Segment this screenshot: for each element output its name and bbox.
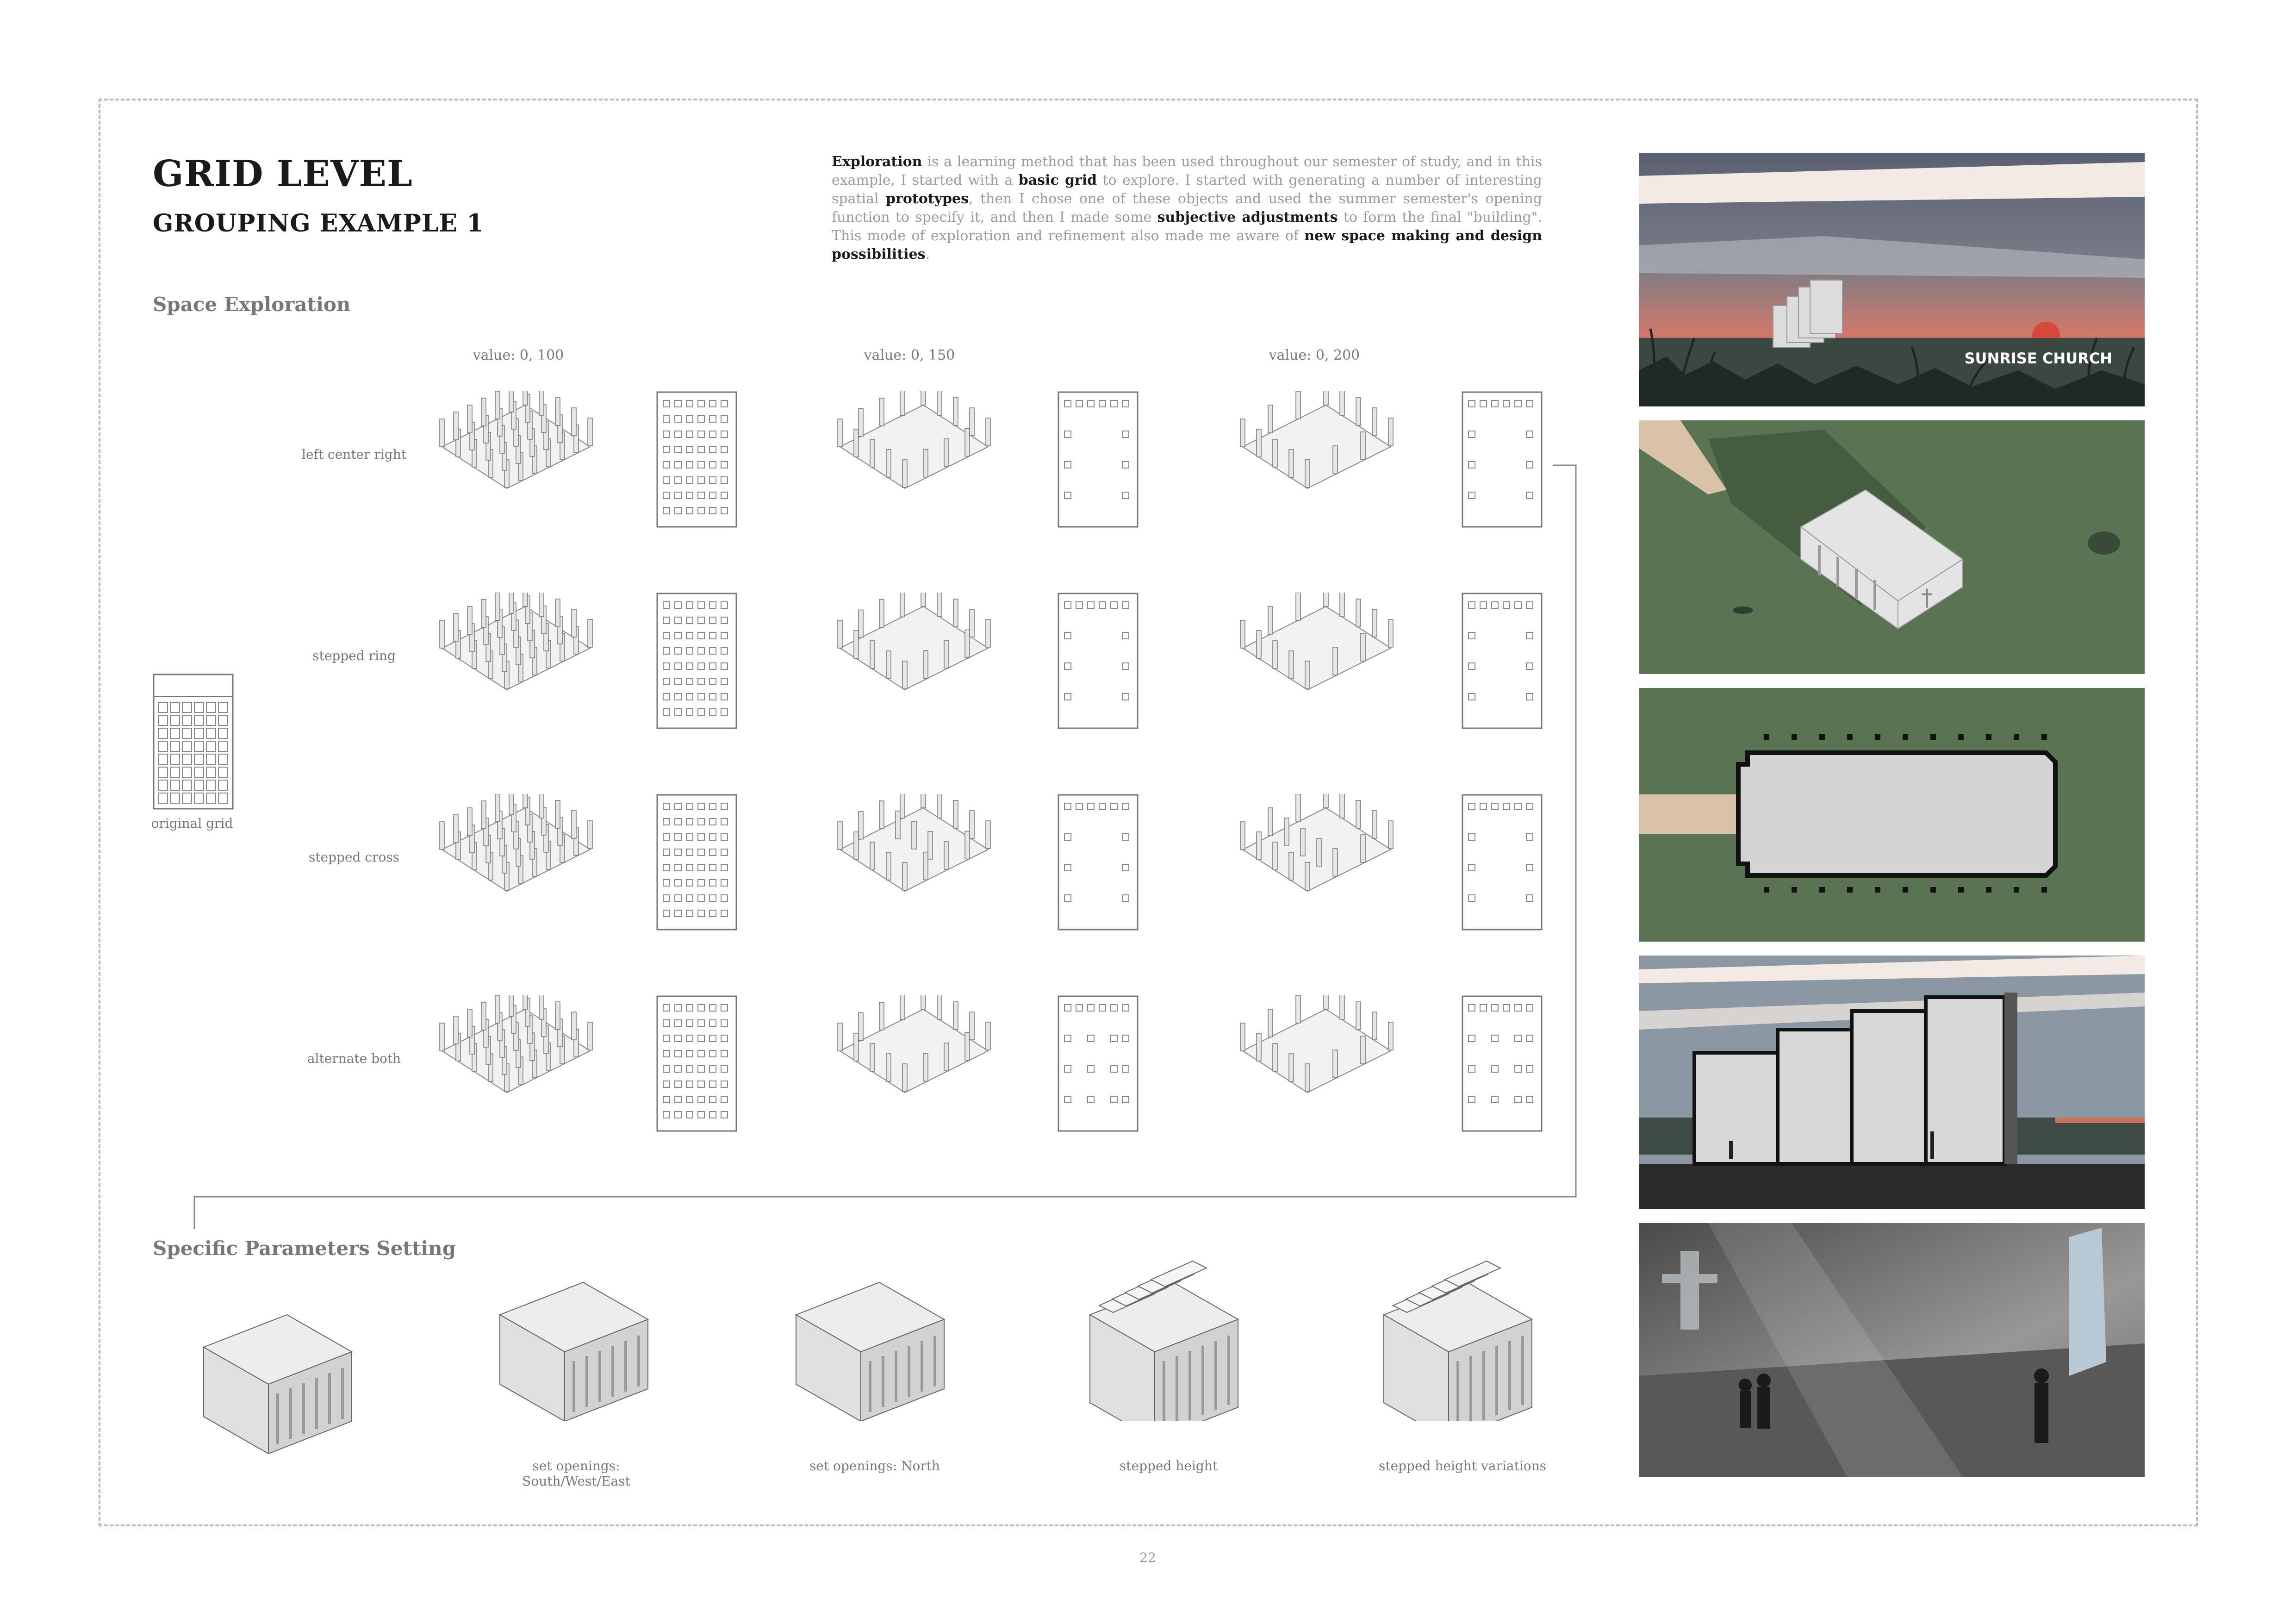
column-header-2: value: 0, 150 xyxy=(864,347,955,363)
page-subtitle: GROUPING EXAMPLE 1 xyxy=(153,209,484,237)
intro-run-4: prototypes xyxy=(886,191,969,207)
floor-plan-image xyxy=(1639,688,2145,942)
row-label-3: stepped cross xyxy=(308,849,400,865)
parameters-heading: Specific Parameters Setting xyxy=(153,1237,456,1260)
sunrise-landscape-image xyxy=(1639,153,2145,406)
intro-run-2: basic grid xyxy=(1018,172,1097,188)
caption-openings-north: set openings: North xyxy=(809,1458,940,1474)
intro-run-1: is a learning method that has been used throughout our semester of study, and in this example, I started with a xyxy=(832,154,1542,188)
render-sunrise-church xyxy=(1639,153,2145,406)
intro-run-6: subjective adjustments xyxy=(1157,209,1338,225)
page-number: 22 xyxy=(1139,1550,1156,1565)
column-header-3: value: 0, 200 xyxy=(1269,347,1360,363)
caption-openings-swe: set openings: South/West/East xyxy=(522,1458,630,1489)
intro-run-0: Exploration xyxy=(832,154,922,170)
render-interior xyxy=(1639,1223,2145,1477)
render-title: SUNRISE CHURCH xyxy=(1964,350,2112,367)
intro-paragraph xyxy=(832,153,1542,264)
render-section xyxy=(1639,956,2145,1209)
parameter-model-5 xyxy=(1370,1250,1546,1421)
render-aerial xyxy=(1639,420,2145,674)
parameter-model-1 xyxy=(190,1282,366,1454)
row-label-1: left center right xyxy=(302,447,406,462)
connector-line xyxy=(192,463,1580,1231)
section-view-image xyxy=(1639,956,2145,1209)
aerial-view-image xyxy=(1639,420,2145,674)
space-exploration-heading: Space Exploration xyxy=(153,293,351,316)
parameter-model-2 xyxy=(486,1250,662,1421)
caption-stepped-height: stepped height xyxy=(1119,1458,1218,1474)
row-label-4: alternate both xyxy=(307,1051,401,1066)
original-grid-label: original grid xyxy=(151,816,233,831)
svg-text:†: † xyxy=(1921,584,1933,611)
caption-stepped-height-variations: stepped height variations xyxy=(1378,1458,1547,1474)
render-plan xyxy=(1639,688,2145,942)
interior-view-image xyxy=(1639,1223,2145,1477)
intro-run-7: to form the final "building". This mode of exploration and refinement also made me aware of xyxy=(832,209,1542,244)
parameter-model-4 xyxy=(1076,1250,1252,1421)
intro-run-8: new space making and design possibilities xyxy=(832,228,1543,262)
parameter-model-3 xyxy=(782,1250,958,1421)
intro-run-5: , then I chose one of these objects and used the summer semester's opening function to specify it, and then I made some xyxy=(832,191,1542,225)
page-title: GRID LEVEL xyxy=(153,153,413,195)
intro-run-9: . xyxy=(925,246,930,262)
column-header-1: value: 0, 100 xyxy=(473,347,564,363)
row-label-2: stepped ring xyxy=(312,648,396,663)
intro-run-3: to explore. I started with generating a number of interesting spatial xyxy=(832,172,1542,207)
